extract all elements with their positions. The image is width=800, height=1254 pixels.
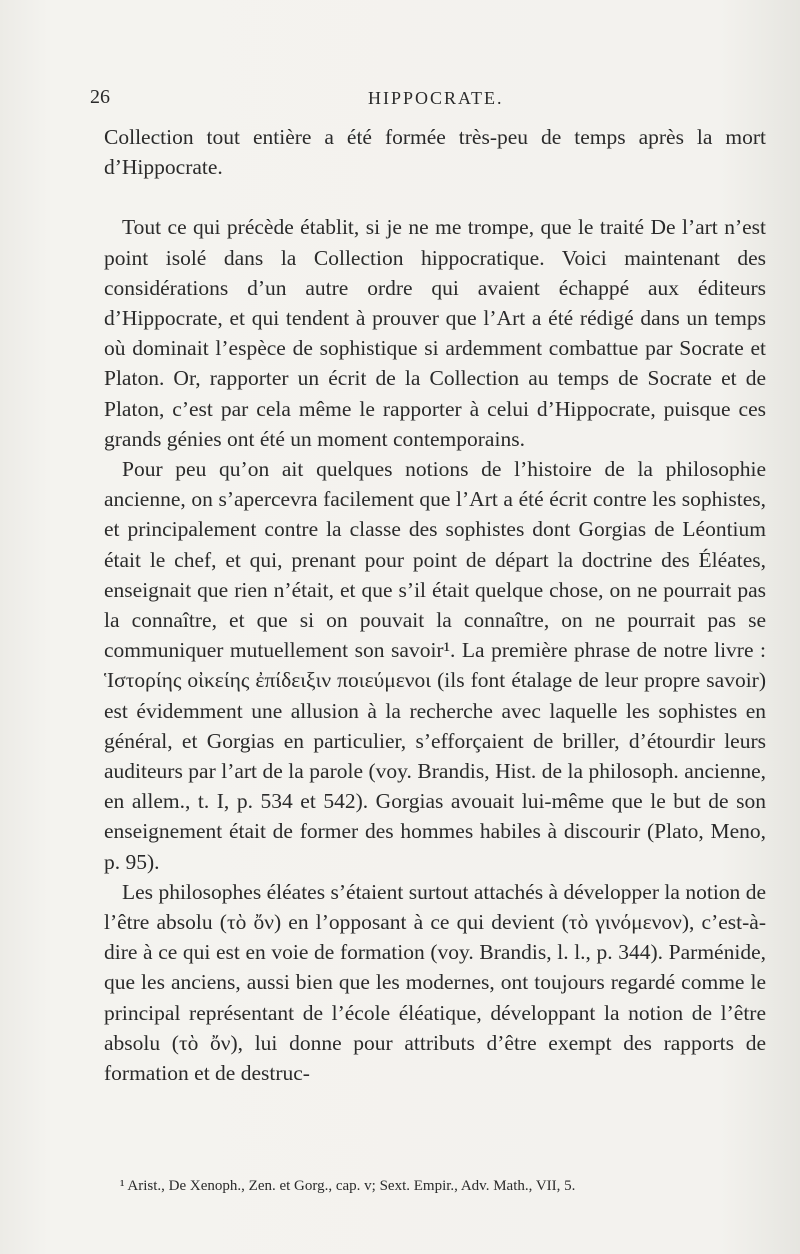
- paragraph-continuation: Collection tout entière a été formée très-peu de temps après la mort d’Hippocrate.: [104, 125, 766, 180]
- page-number: 26: [90, 86, 110, 108]
- running-title: HIPPOCRATE.: [368, 88, 504, 108]
- paragraph: Pour peu qu’on ait quelques notions de l’histoire de la philosophie ancienne, on s’apercevra facilement que l’Art a été écrit contre les sophistes, et principalement contre la classe des sophistes dont Gorgias de Léontium était le chef, et qui, prenant pour point de départ la doctrine des Éléates, enseignait que rien n’était, et que s’il était quelque chose, on ne pourrait pas la connaître, et que si on pouvait la connaître, on ne pourrait pas se communiquer mutuellement son savoir¹. La première phrase de notre livre : Ἱστορίης οἰκείης ἐπίδειξιν ποιεύμενοι (ils font étalage de leur propre savoir) est évidemment une allusion à la recherche avec laquelle les sophistes en général, et Gorgias en particulier, s’efforçaient de briller, d’étourdir leurs auditeurs par l’art de la parole (voy. Brandis, Hist. de la philosoph. ancienne, en allem., t. I, p. 534 et 542). Gorgias avouait lui-même que le but de son enseignement était de former des hommes habiles à discourir (Plato, Meno, p. 95).: [104, 457, 766, 874]
- body-text: [104, 122, 766, 1088]
- paragraph: Tout ce qui précède établit, si je ne me trompe, que le traité De l’art n’est point isolé dans la Collection hippocratique. Voici maintenant des considérations d’un autre ordre qui avaient échappé aux éditeurs d’Hippocrate, et qui tendent à prouver que l’Art a été rédigé dans un temps où dominait l’espèce de sophistique si ardemment combattue par Socrate et Platon. Or, rapporter un écrit de la Collection au temps de Socrate et de Platon, c’est par cela même le rapporter à celui d’Hippocrate, puisque ces grands génies ont été un moment contemporains.: [104, 215, 766, 451]
- footnote: ¹ Arist., De Xenoph., Zen. et Gorg., cap. v; Sext. Empir., Adv. Math., VII, 5.: [120, 1178, 576, 1194]
- page-header: [90, 86, 770, 116]
- paragraph: Les philosophes éléates s’étaient surtout attachés à développer la notion de l’être absolu (τὸ ὄν) en l’opposant à ce qui devient (τὸ γινόμενον), c’est-à-dire à ce qui est en voie de formation (voy. Brandis, l. l., p. 344). Parménide, que les anciens, aussi bien que les modernes, ont toujours regardé comme le principal représentant de l’école éléatique, développant la notion de l’être absolu (τὸ ὄν), lui donne pour attributs d’être exempt des rapports de formation et de destruc-: [104, 879, 766, 1086]
